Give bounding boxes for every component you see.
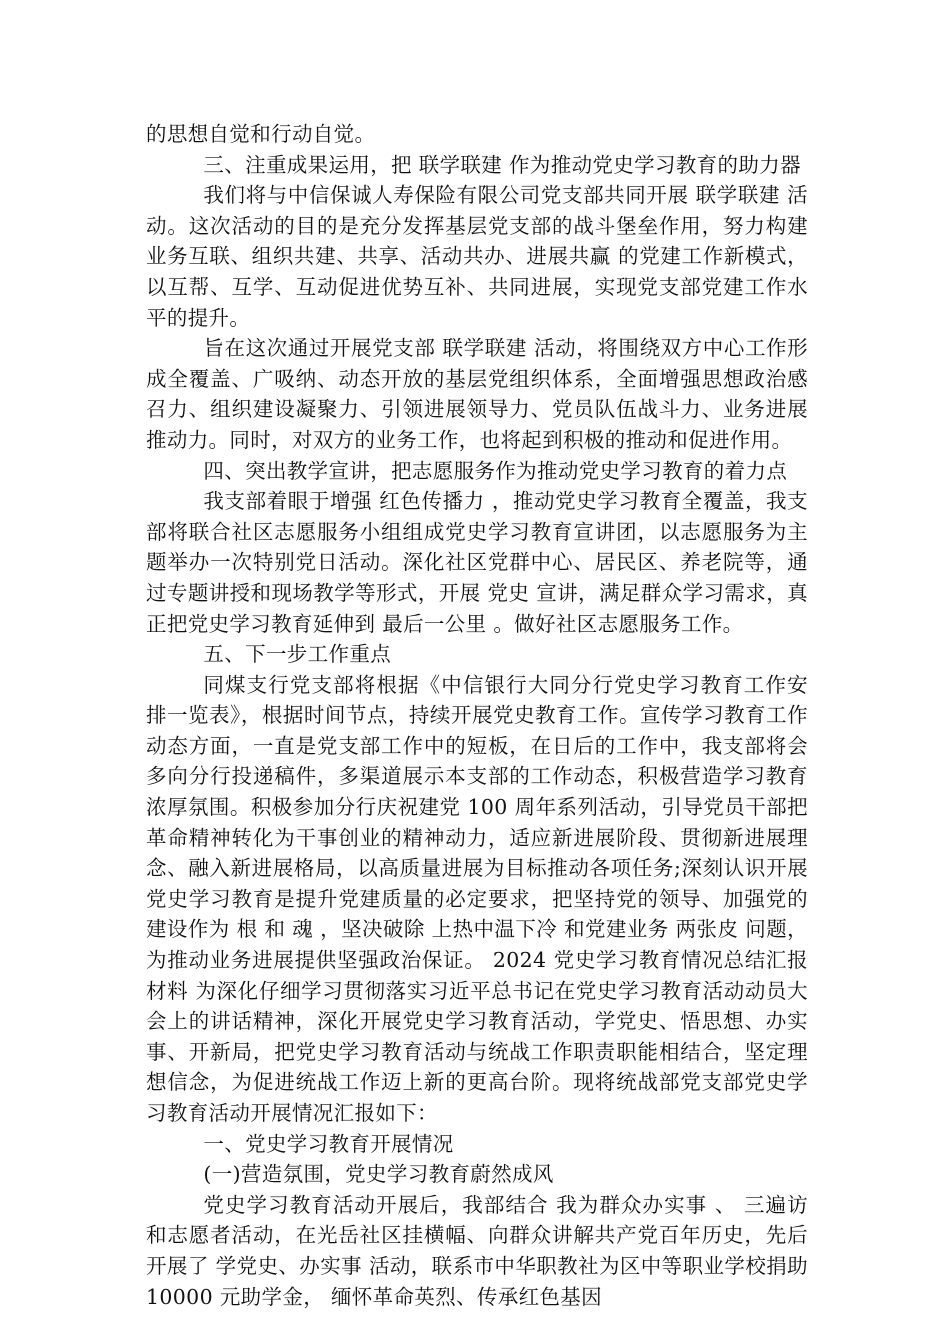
paragraph-6: 我支部着眼于增强 红色传播力 ，推动党史学习教育全覆盖，我支部将联合社区志愿服务小组组成党史学习教育宣讲团，以志愿服务为主题举办一次特别党日活动。深化社区党群中心、居民区、养老院等，通过专题讲授和现场教学等形式，开展 党史 宣讲，满足群众学习需求，真正把党史学习教育延伸到 最后一公里 。做好社区志愿服务工作。 bbox=[146, 489, 808, 636]
paragraph-4: 旨在这次通过开展党支部 联学联建 活动，将围绕双方中心工作形成全覆盖、广吸纳、动态开放的基层党组织体系，全面增强思想政治感召力、组织建设凝聚力、引领进展领导力、党员队伍战斗力、业务进展推动力。同时，对双方的业务工作，也将起到积极的推动和促进作用。 bbox=[146, 336, 808, 452]
paragraph-3: 我们将与中信保诚人寿保险有限公司党支部共同开展 联学联建 活动。这次活动的目的是充分发挥基层党支部的战斗堡垒作用，努力构建 业务互联、组织共建、共享、活动共办、进展共赢 的党建工作新模式，以互帮、互学、互动促进优势互补、共同进展，实现党支部党建工作水平的提升。 bbox=[146, 183, 808, 330]
section-heading-5: 五、下一步工作重点 bbox=[203, 642, 392, 667]
subsection-heading-1: (一)营造氛围，党史学习教育蔚然成风 bbox=[203, 1162, 554, 1187]
section-heading-1: 一、党史学习教育开展情况 bbox=[203, 1131, 454, 1156]
paragraph-1: 的思想自觉和行动自觉。 bbox=[146, 122, 376, 146]
paragraph-11: 党史学习教育活动开展后，我部结合 我为群众办实事 、 三遍访 和志愿者活动，在光岳社区挂横幅、向群众讲解共产党百年历史，先后开展了 学党史、办实事 活动，联系市中华职教社为区中等职业学校捐助 10000 元助学金， 缅怀革命英烈、传承红色基因 bbox=[146, 1192, 808, 1309]
document-body bbox=[146, 119, 808, 1312]
section-heading-3: 三、注重成果运用，把 联学联建 作为推动党史学习教育的助力器 bbox=[203, 152, 801, 177]
section-heading-4: 四、突出教学宣讲，把志愿服务作为推动党史学习教育的着力点 bbox=[203, 458, 788, 483]
paragraph-8: 同煤支行党支部将根据《中信银行大同分行党史学习教育工作安排一览表》，根据时间节点，持续开展党史教育工作。宣传学习教育工作动态方面，一直是党支部工作中的短板，在日后的工作中，我支部将会多向分行投递稿件，多渠道展示本支部的工作动态，积极营造学习教育浓厚氛围。积极参加分行庆祝建党 100 周年系列活动，引导党员干部把革命精神转化为干事创业的精神动力，适应新进展阶段、贯彻新进展理念、融入新进展格局，以高质量进展为目标推动各项任务;深刻认识开展党史学习教育是提升党建质量的必定要求，把坚持党的领导、加强党的建设作为 根 和 魂 ，坚决破除 上热中温下冷 和党建业务 两张皮 问题，为推动业务进展提供坚强政治保证。 2024 党史学习教育情况总结汇报材料 为深化仔细学习贯彻落实习近平总书记在党史学习教育活动动员大会上的讲话精神，深化开展党史学习教育活动，学党史、悟思想、办实事、开新局，把党史学习教育活动与统战工作职责职能相结合，坚定理想信念，为促进统战工作迈上新的更高台阶。现将统战部党支部党史学习教育活动开展情况汇报如下： bbox=[146, 672, 808, 1125]
